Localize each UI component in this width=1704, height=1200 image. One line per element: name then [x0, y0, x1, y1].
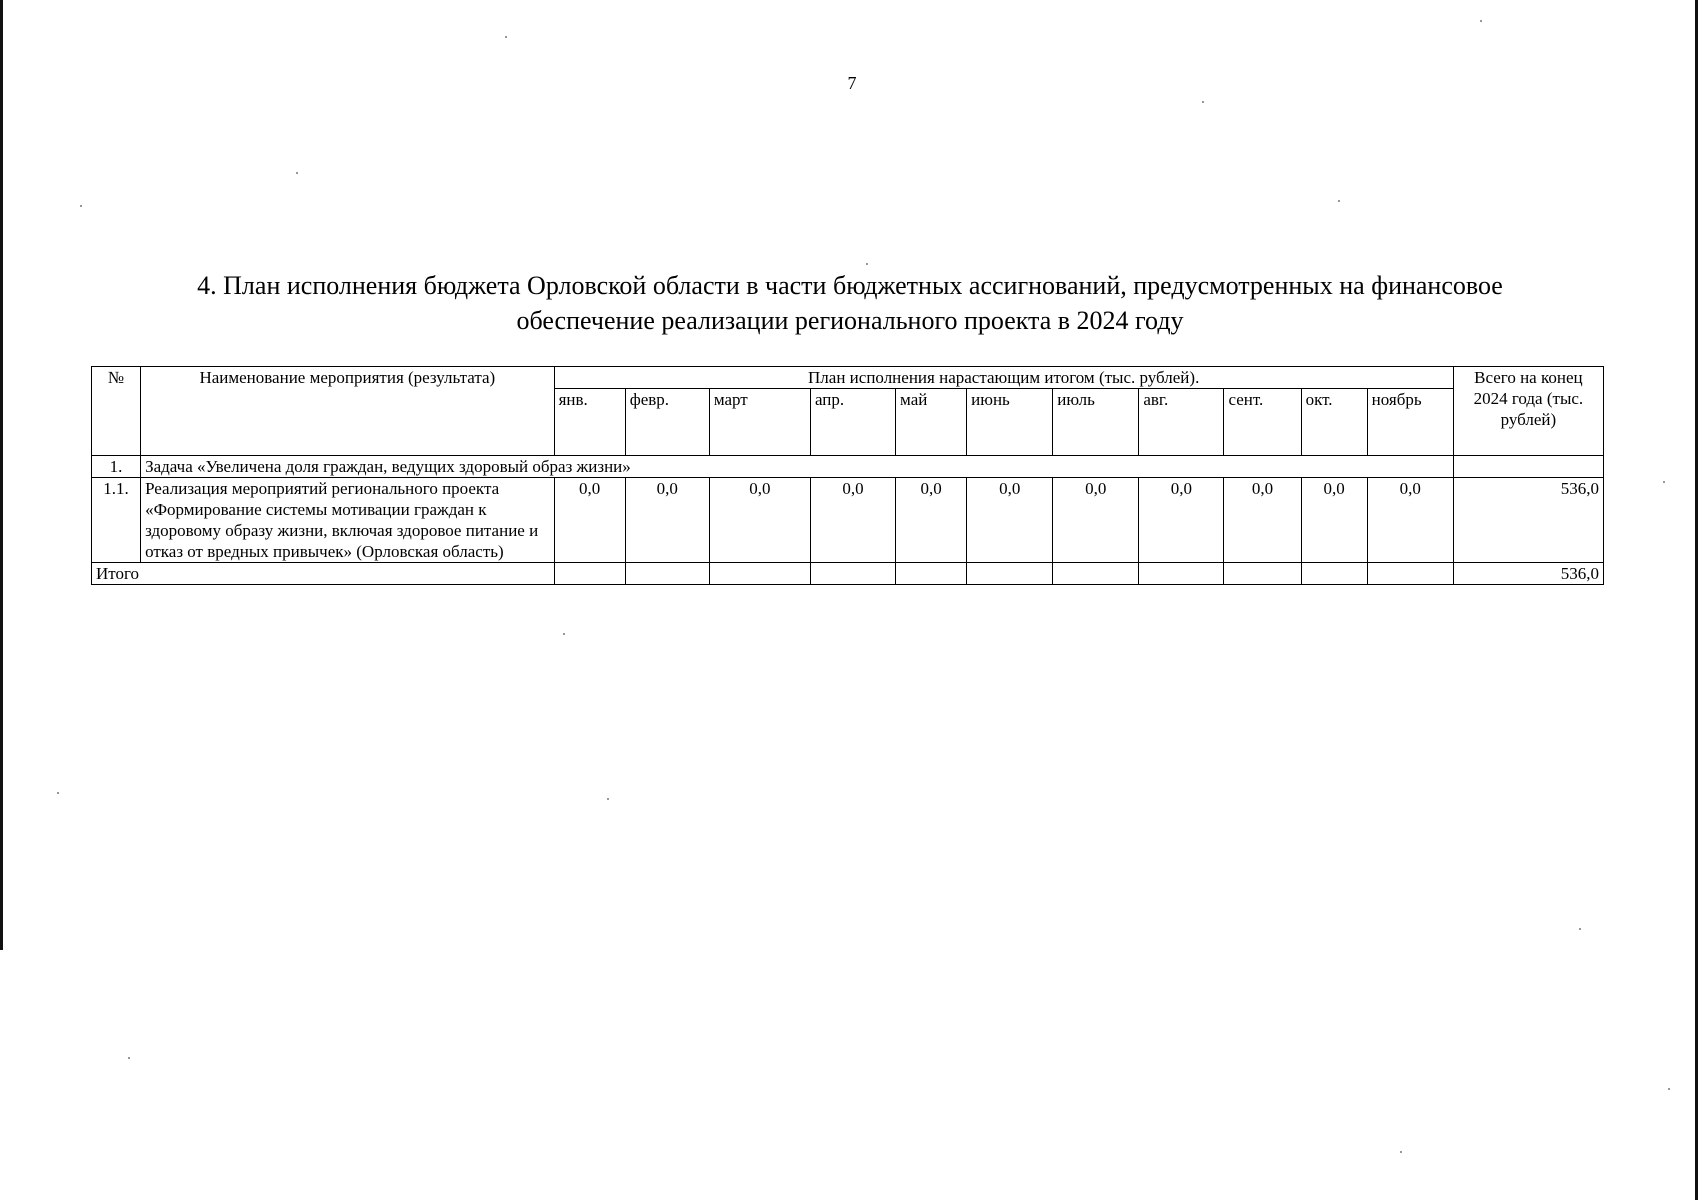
activity-value-feb: 0,0 [625, 478, 709, 563]
month-header-oct: окт. [1301, 389, 1367, 456]
itogo-cell-sep [1224, 563, 1301, 585]
itogo-row [92, 563, 1604, 585]
month-header-sep: сент. [1224, 389, 1301, 456]
activity-value-oct: 0,0 [1301, 478, 1367, 563]
section-title-line-1: 4. План исполнения бюджета Орловской области в части бюджетных ассигнований, предусмотренных на финансовое [197, 271, 1503, 300]
table-header-row-1 [92, 367, 1604, 389]
month-header-jun: июнь [967, 389, 1053, 456]
itogo-label: Итого [92, 563, 555, 585]
scan-speck [1202, 101, 1204, 103]
page-number: 7 [847, 73, 857, 93]
itogo-cell-nov [1367, 563, 1453, 585]
scan-speck [1579, 928, 1581, 930]
activity-value-may: 0,0 [896, 478, 967, 563]
itogo-cell-jan [554, 563, 625, 585]
section-title-line-2: обеспечение реализации регионального проекта в 2024 году [516, 306, 1184, 335]
column-header-total: Всего на конец 2024 года (тыс. рублей) [1453, 367, 1603, 456]
activity-value-nov: 0,0 [1367, 478, 1453, 563]
scan-speck [128, 1057, 130, 1059]
month-header-apr: апр. [810, 389, 895, 456]
month-header-jul: июль [1053, 389, 1139, 456]
task-number: 1. [92, 456, 141, 478]
itogo-cell-jul [1053, 563, 1139, 585]
scan-speck [1400, 1151, 1402, 1153]
itogo-cell-aug [1139, 563, 1224, 585]
itogo-cell-oct [1301, 563, 1367, 585]
activity-number: 1.1. [92, 478, 141, 563]
scan-speck [607, 798, 609, 800]
task-total-cell [1453, 456, 1603, 478]
activity-row [92, 478, 1604, 563]
scan-speck [1480, 20, 1482, 22]
column-header-plan: План исполнения нарастающим итогом (тыс. рублей). [554, 367, 1453, 389]
scan-speck [296, 172, 298, 174]
month-header-aug: авг. [1139, 389, 1224, 456]
month-header-nov: ноябрь [1367, 389, 1453, 456]
scan-speck [866, 263, 868, 265]
budget-plan-table [91, 366, 1604, 585]
scan-speck [1663, 481, 1665, 483]
scan-speck [80, 205, 82, 207]
section-title [90, 268, 1610, 338]
itogo-cell-jun [967, 563, 1053, 585]
task-text: Задача «Увеличена доля граждан, ведущих здоровый образ жизни» [141, 456, 1454, 478]
activity-text: Реализация мероприятий регионального проекта «Формирование системы мотивации граждан к здоровому образу жизни, включая здоровое питание и отказ от вредных привычек» (Орловская область) [141, 478, 555, 563]
itogo-cell-apr [810, 563, 895, 585]
scan-right-edge [1695, 0, 1698, 1200]
activity-total: 536,0 [1453, 478, 1603, 563]
itogo-cell-mar [709, 563, 810, 585]
scan-speck [57, 792, 59, 794]
itogo-cell-feb [625, 563, 709, 585]
column-header-name: Наименование мероприятия (результата) [141, 367, 555, 456]
scan-speck [563, 633, 565, 635]
activity-value-jan: 0,0 [554, 478, 625, 563]
month-header-feb: февр. [625, 389, 709, 456]
itogo-cell-may [896, 563, 967, 585]
itogo-total: 536,0 [1453, 563, 1603, 585]
activity-value-sep: 0,0 [1224, 478, 1301, 563]
activity-value-jun: 0,0 [967, 478, 1053, 563]
activity-value-jul: 0,0 [1053, 478, 1139, 563]
activity-value-apr: 0,0 [810, 478, 895, 563]
activity-value-mar: 0,0 [709, 478, 810, 563]
column-header-number: № [92, 367, 141, 456]
scan-left-edge [0, 0, 3, 950]
scan-speck [1338, 200, 1340, 202]
scan-speck [1668, 1088, 1670, 1090]
month-header-jan: янв. [554, 389, 625, 456]
month-header-mar: март [709, 389, 810, 456]
activity-value-aug: 0,0 [1139, 478, 1224, 563]
month-header-may: май [896, 389, 967, 456]
scan-speck [505, 36, 507, 38]
task-row [92, 456, 1604, 478]
